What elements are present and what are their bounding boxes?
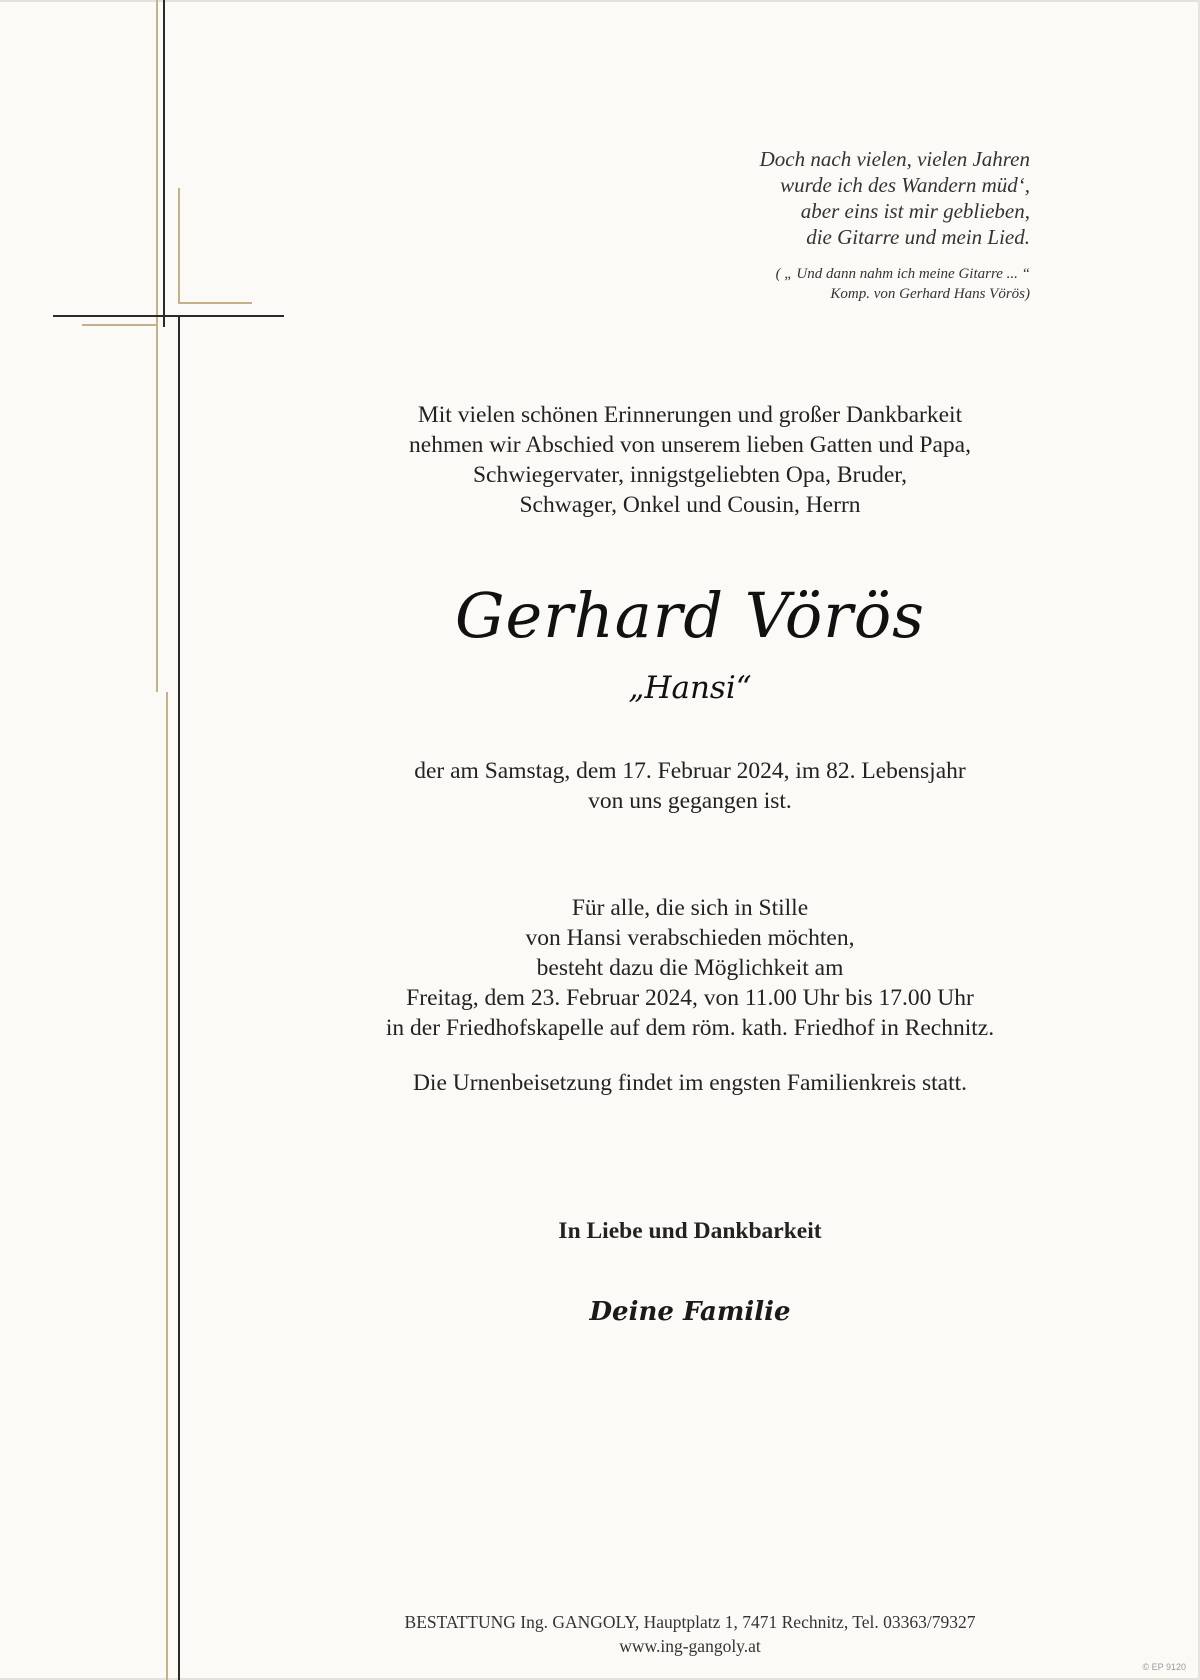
farewell-line: von Hansi verabschieden möchten, (525, 925, 855, 951)
urn-burial-notice: Die Urnenbeisetzung findet im engsten Familienkreis statt. (412, 1070, 968, 1096)
cross-line-tan-horizontal-lower (82, 324, 158, 326)
print-code: © EP 9120 (1142, 1662, 1186, 1672)
cross-line-tan-horizontal-upper (178, 302, 252, 304)
closing-love: In Liebe und Dankbarkeit (558, 1218, 822, 1244)
cross-line-tan-vertical-bottom (166, 692, 168, 1680)
footer-company: BESTATTUNG Ing. GANGOLY, Hauptplatz 1, 7471 Rechnitz, Tel. 03363/79327 (404, 1612, 976, 1632)
quote-source-line: ( „ Und dann nahm ich meine Gitarre ... “ (775, 266, 1030, 282)
farewell-line: besteht dazu die Möglichkeit am (536, 955, 844, 981)
deceased-name: Gerhard Vörös (455, 579, 925, 652)
quote-source-line: Komp. von Gerhard Hans Vörös) (830, 286, 1030, 302)
intro-text (300, 400, 1080, 520)
death-notice (300, 756, 1080, 816)
quote-line: aber eins ist mir geblieben, (800, 199, 1030, 223)
cross-line-dark-vertical-left (163, 0, 165, 327)
farewell-line: in der Friedhofskapelle auf dem röm. kath. Friedhof in Rechnitz. (385, 1015, 995, 1041)
farewell-line: Für alle, die sich in Stille (571, 895, 809, 921)
intro-line: nehmen wir Abschied von unserem lieben Gatten und Papa, (409, 432, 971, 458)
quote-verse (610, 146, 1030, 250)
death-line: von uns gegangen ist. (588, 788, 792, 814)
deceased-nickname: „Hansi“ (628, 670, 752, 706)
footer-website[interactable]: www.ing-gangoly.at (619, 1636, 761, 1656)
cross-line-dark-horizontal (53, 315, 284, 317)
intro-line: Mit vielen schönen Erinnerungen und großer Dankbarkeit (417, 402, 963, 428)
death-line: der am Samstag, dem 17. Februar 2024, im 82. Lebensjahr (414, 758, 966, 784)
intro-line: Schwiegervater, innigstgeliebten Opa, Bruder, (472, 462, 908, 488)
cross-line-tan-vertical-left (156, 0, 158, 324)
closing-family-signature: Deine Familie (589, 1297, 791, 1327)
quote-line: die Gitarre und mein Lied. (806, 225, 1030, 249)
quote-source (610, 264, 1030, 304)
quote-line: Doch nach vielen, vielen Jahren (759, 147, 1030, 171)
farewell-line: Freitag, dem 23. Februar 2024, von 11.00 Uhr bis 17.00 Uhr (406, 985, 974, 1011)
cross-icon (0, 0, 300, 1680)
farewell-info (300, 893, 1080, 1043)
quote-line: wurde ich des Wandern müd‘, (780, 173, 1030, 197)
cross-line-tan-vertical-upper (178, 188, 180, 303)
funeral-home-footer (300, 1610, 1080, 1658)
cross-line-tan-vertical-lower-left (156, 324, 158, 692)
cross-line-dark-vertical-lower (178, 315, 180, 1680)
intro-line: Schwager, Onkel und Cousin, Herrn (519, 492, 861, 518)
